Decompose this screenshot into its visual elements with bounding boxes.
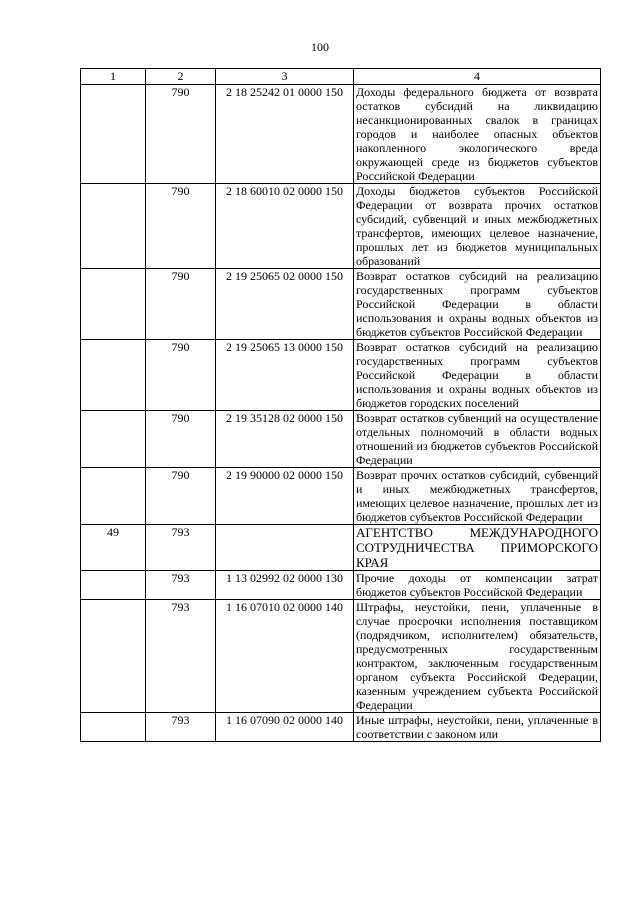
row-number-cell [81, 269, 146, 340]
description-cell: Возврат остатков субсидий на реализацию государственных программ субъектов Российской Федерации в области использования и охраны водных объектов из бюджетов городских поселений [354, 340, 601, 411]
row-number-cell: 49 [81, 525, 146, 571]
table-row-agency-heading [81, 525, 601, 571]
row-number-cell [81, 184, 146, 269]
row-number-cell [81, 85, 146, 184]
budget-code-cell: 1 16 07090 02 0000 140 [216, 713, 354, 742]
admin-code-cell: 793 [146, 525, 216, 571]
description-cell: Возврат остатков субвенций на осуществление отдельных полномочий в области водных отношений из бюджетов субъектов Российской Федерации [354, 411, 601, 468]
budget-code-cell: 1 13 02992 02 0000 130 [216, 571, 354, 600]
table-row [81, 468, 601, 525]
table-row [81, 600, 601, 713]
description-cell: Доходы федерального бюджета от возврата остатков субсидий на ликвидацию несанкционированных свалок в границах городов и наиболее опасных объектов накопленного экологического вреда окружающей среде из бюджетов субъектов Российской Федерации [354, 85, 601, 184]
description-cell: Возврат остатков субсидий на реализацию государственных программ субъектов Российской Федерации в области использования и охраны водных объектов из бюджетов субъектов Российской Федерации [354, 269, 601, 340]
table-header-row [81, 69, 601, 85]
agency-name-cell: АГЕНТСТВО МЕЖДУНАРОДНОГО СОТРУДНИЧЕСТВА ПРИМОРСКОГО КРАЯ [354, 525, 601, 571]
table-row [81, 713, 601, 742]
admin-code-cell: 790 [146, 340, 216, 411]
budget-code-cell: 2 19 90000 02 0000 150 [216, 468, 354, 525]
revenue-codes-table [80, 68, 601, 742]
budget-code-cell: 2 18 60010 02 0000 150 [216, 184, 354, 269]
header-col-3: 3 [216, 69, 354, 85]
budget-code-cell [216, 525, 354, 571]
admin-code-cell: 790 [146, 85, 216, 184]
header-col-1: 1 [81, 69, 146, 85]
row-number-cell [81, 411, 146, 468]
admin-code-cell: 790 [146, 269, 216, 340]
budget-code-cell: 2 19 35128 02 0000 150 [216, 411, 354, 468]
page-number: 100 [311, 40, 329, 54]
table-row [81, 340, 601, 411]
table-row [81, 571, 601, 600]
row-number-cell [81, 468, 146, 525]
row-number-cell [81, 340, 146, 411]
description-cell: Штрафы, неустойки, пени, уплаченные в случае просрочки исполнения поставщиком (подрядчиком, исполнителем) обязательств, предусмотренных государственным контрактом, заключенным государственным органом субъекта Российской Федерации, казенным учреждением субъекта Российской Федерации [354, 600, 601, 713]
description-cell: Прочие доходы от компенсации затрат бюджетов субъектов Российской Федерации [354, 571, 601, 600]
admin-code-cell: 790 [146, 468, 216, 525]
admin-code-cell: 790 [146, 411, 216, 468]
header-col-4: 4 [354, 69, 601, 85]
description-cell: Возврат прочих остатков субсидий, субвенций и иных межбюджетных трансфертов, имеющих целевое назначение, прошлых лет из бюджетов субъектов Российской Федерации [354, 468, 601, 525]
table-row [81, 411, 601, 468]
row-number-cell [81, 600, 146, 713]
table-row [81, 184, 601, 269]
table-row [81, 269, 601, 340]
admin-code-cell: 793 [146, 571, 216, 600]
budget-code-cell: 1 16 07010 02 0000 140 [216, 600, 354, 713]
admin-code-cell: 790 [146, 184, 216, 269]
row-number-cell [81, 571, 146, 600]
budget-code-cell: 2 19 25065 02 0000 150 [216, 269, 354, 340]
description-cell: Иные штрафы, неустойки, пени, уплаченные в соответствии с законом или [354, 713, 601, 742]
budget-code-cell: 2 19 25065 13 0000 150 [216, 340, 354, 411]
budget-code-cell: 2 18 25242 01 0000 150 [216, 85, 354, 184]
header-col-2: 2 [146, 69, 216, 85]
row-number-cell [81, 713, 146, 742]
admin-code-cell: 793 [146, 600, 216, 713]
table-row [81, 85, 601, 184]
description-cell: Доходы бюджетов субъектов Российской Федерации от возврата прочих остатков субсидий, субвенций и иных межбюджетных трансфертов, имеющих целевое назначение, прошлых лет из бюджетов муниципальных образований [354, 184, 601, 269]
admin-code-cell: 793 [146, 713, 216, 742]
